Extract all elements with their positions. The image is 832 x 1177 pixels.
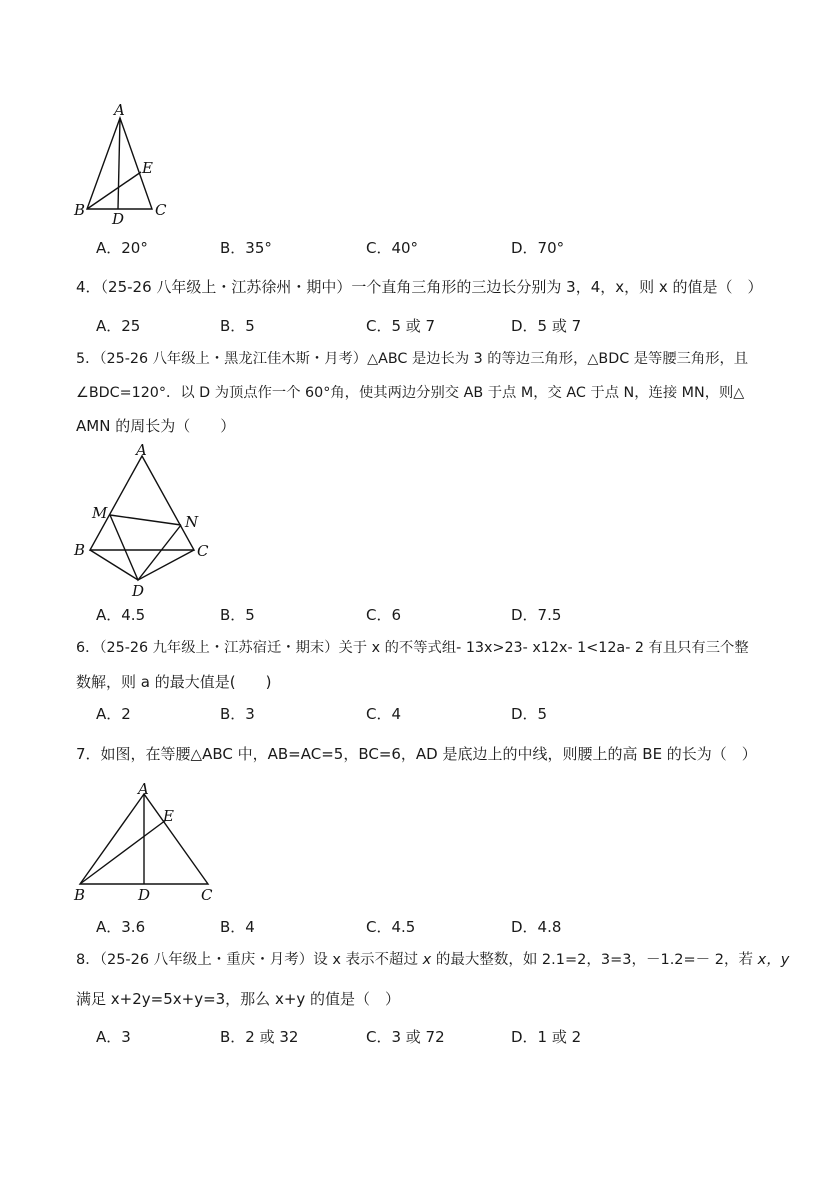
- q7-option-a: A．3.6: [96, 918, 146, 936]
- q5-option-d: D．7.5: [511, 606, 562, 624]
- q8-stem-line1: [76, 950, 789, 970]
- q7-label-a: A: [138, 780, 149, 798]
- q7-option-b: B．4: [220, 918, 255, 936]
- q5-label-a: A: [136, 441, 147, 459]
- q5-label-m: M: [92, 504, 108, 522]
- q8-option-b: B．2 或 32: [220, 1028, 299, 1046]
- q4-option-d: D．5 或 7: [511, 317, 582, 335]
- q7-option-d: D．4.8: [511, 918, 562, 936]
- q8-stem-pre: 8．（25-26 八年级上・重庆・月考）设 x 表示不超过: [76, 952, 423, 968]
- q3-label-d: D: [112, 210, 125, 228]
- q6-stem-line1: 6．（25-26 九年级上・江苏宿迁・期末）关于 x 的不等式组- 13x>23- x12x- 1<12a- 2 有且只有三个整: [76, 640, 749, 656]
- q5-label-c: C: [197, 542, 209, 560]
- q3-label-a: A: [114, 101, 125, 119]
- q3-option-b: B．35°: [220, 239, 272, 257]
- q8-vars-xy: x，y: [757, 952, 790, 968]
- q5-figure: [68, 440, 228, 605]
- q8-stem-post: 的最大整数，如 2.1=2，3=3，－1.2=－ 2，若: [431, 952, 758, 968]
- q3-figure: [60, 100, 190, 230]
- q4-option-b: B．5: [220, 317, 255, 335]
- q3-option-c: C．40°: [366, 239, 419, 257]
- q5-triangle-abc: [90, 456, 194, 550]
- q5-stem-line3: AMN 的周长为（ ）: [76, 417, 236, 435]
- q5-stem-line2: ∠BDC=120°．以 D 为顶点作一个 60°角，使其两边分别交 AB 于点 M，交 AC 于点 N，连接 MN，则△: [76, 385, 745, 401]
- q5-stem-line1: 5．（25-26 八年级上・黑龙江佳木斯・月考）△ABC 是边长为 3 的等边三角形，△BDC 是等腰三角形，且: [76, 351, 749, 367]
- q5-label-b: B: [74, 541, 86, 559]
- q3-segment-ad: [118, 118, 120, 209]
- q6-option-c: C．4: [366, 705, 402, 723]
- q3-option-a: A．20°: [96, 239, 148, 257]
- q5-angle-mdn: [110, 515, 181, 580]
- q8-var-x: x: [422, 952, 432, 968]
- q6-option-a: A．2: [96, 705, 131, 723]
- q5-label-d: D: [132, 582, 145, 600]
- q5-label-n: N: [185, 513, 199, 531]
- q3-option-d: D．70°: [511, 239, 565, 257]
- q8-stem-line2: 满足 x+2y=5x+y=3，那么 x+y 的值是（ ）: [76, 990, 401, 1008]
- q3-label-c: C: [155, 201, 167, 219]
- q4-stem: 4．（25-26 八年级上・江苏徐州・期中）一个直角三角形的三边长分别为 3，4，x，则 x 的值是（ ）: [76, 278, 763, 296]
- q7-label-d: D: [138, 886, 151, 904]
- q7-option-c: C．4.5: [366, 918, 416, 936]
- q7-label-b: B: [74, 886, 86, 904]
- q7-label-e: E: [163, 807, 174, 825]
- q7-label-c: C: [201, 886, 213, 904]
- q3-label-b: B: [74, 201, 86, 219]
- q6-option-d: D．5: [511, 705, 548, 723]
- q5-option-c: C．6: [366, 606, 402, 624]
- q7-segment-be: [80, 820, 166, 884]
- q4-option-c: C．5 或 7: [366, 317, 436, 335]
- q8-option-d: D．1 或 2: [511, 1028, 582, 1046]
- q5-segment-mn: [110, 515, 181, 525]
- q5-option-b: B．5: [220, 606, 255, 624]
- q6-option-b: B．3: [220, 705, 255, 723]
- q8-option-a: A．3: [96, 1028, 131, 1046]
- q5-option-a: A．4.5: [96, 606, 146, 624]
- q3-segment-be: [87, 172, 141, 209]
- q4-option-a: A．25: [96, 317, 141, 335]
- q8-option-c: C．3 或 72: [366, 1028, 445, 1046]
- q3-label-e: E: [142, 159, 153, 177]
- q6-stem-line2: 数解，则 a 的最大值是( ): [76, 673, 272, 691]
- q7-stem: 7．如图，在等腰△ABC 中，AB=AC=5，BC=6，AD 是底边上的中线，则腰上的高 BE 的长为（ ）: [76, 745, 757, 763]
- q7-figure: [68, 778, 228, 908]
